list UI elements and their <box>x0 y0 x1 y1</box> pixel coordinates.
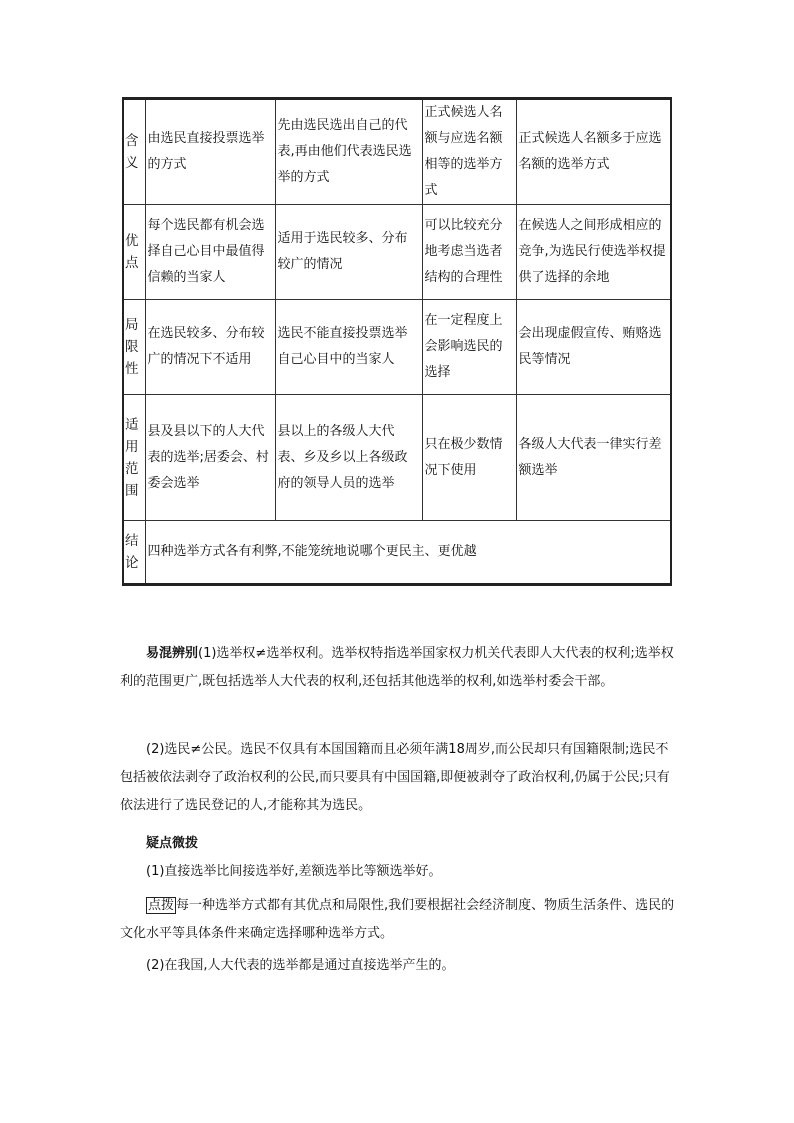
doubt-title: 疑点微拨 <box>146 836 199 851</box>
doubt-question-1: (1)直接选举比间接选举好,差额选举比等额选举好。 <box>146 864 442 879</box>
row-header: 含义 <box>123 99 145 205</box>
hint-label-box: 点拨 <box>148 898 175 913</box>
doubt-question-2: (2)在我国,人大代表的选举都是通过直接选举产生的。 <box>146 958 455 973</box>
doubt-hint <box>120 892 676 948</box>
confuse-text-1: (1)选举权≠选举权利。选举权特指选举国家权力机关代表即人大代表的权利;选举权利的范围更广,既包括选举人大代表的权利,还包括其他选举的权利,如选举村委会干部。 <box>120 646 674 689</box>
row-header: 适用范围 <box>123 395 145 521</box>
table-row-meaning <box>123 99 671 205</box>
table-cell: 由选民直接投票选举的方式 <box>145 99 275 205</box>
table-row-scope <box>123 395 671 521</box>
table-row-conclusion <box>123 521 671 585</box>
table-cell: 在候选人之间形成相应的竞争,为选民行使选举权提供了选择的余地 <box>516 205 671 300</box>
confuse-note-1 <box>120 640 676 696</box>
table-cell: 每个选民都有机会选择自己心目中最值得信赖的当家人 <box>145 205 275 300</box>
row-header: 优点 <box>123 205 145 300</box>
table-cell: 选民不能直接投票选举自己心目中的当家人 <box>275 300 422 395</box>
table-cell: 县以上的各级人大代表、乡及乡以上各级政府的领导人员的选举 <box>275 395 422 521</box>
table-cell: 会出现虚假宣传、贿赂选民等情况 <box>516 300 671 395</box>
table-row-advantages <box>123 205 671 300</box>
table-cell: 先由选民选出自己的代表,再由他们代表选民选举的方式 <box>275 99 422 205</box>
conclusion-cell: 四种选举方式各有利弊,不能笼统地说哪个更民主、更优越 <box>145 521 671 585</box>
election-comparison-table <box>122 97 672 586</box>
table-cell: 各级人大代表一律实行差额选举 <box>516 395 671 521</box>
table-cell: 可以比较充分地考虑当选者结构的合理性 <box>422 205 516 300</box>
confuse-label: 易混辨别 <box>146 646 199 661</box>
confuse-note-2: (2)选民≠公民。选民不仅具有本国国籍而且必须年满18周岁,而公民却只有国籍限制;选民不包括被依法剥夺了政治权利的公民,而只要具有中国国籍,即便被剥夺了政治权利,仍属于公民;只有依法进行了选民登记的人,才能称其为选民。 <box>120 742 670 813</box>
table-cell: 正式候选人名额多于应选名额的选举方式 <box>516 99 671 205</box>
hint-text: 每一种选举方式都有其优点和局限性,我们要根据社会经济制度、物质生活条件、选民的文化水平等具体条件来确定选择哪种选举方式。 <box>120 898 675 941</box>
row-header: 局限性 <box>123 300 145 395</box>
table-cell: 在一定程度上会影响选民的选择 <box>422 300 516 395</box>
table-cell: 县及县以下的人大代表的选举;居委会、村委会选举 <box>145 395 275 521</box>
table-cell: 在选民较多、分布较广的情况下不适用 <box>145 300 275 395</box>
table-row-limitations <box>123 300 671 395</box>
row-header: 结论 <box>123 521 145 585</box>
table-cell: 正式候选人名额与应选名额相等的选举方式 <box>422 99 516 205</box>
table-cell: 只在极少数情况下使用 <box>422 395 516 521</box>
table-cell: 适用于选民较多、分布较广的情况 <box>275 205 422 300</box>
